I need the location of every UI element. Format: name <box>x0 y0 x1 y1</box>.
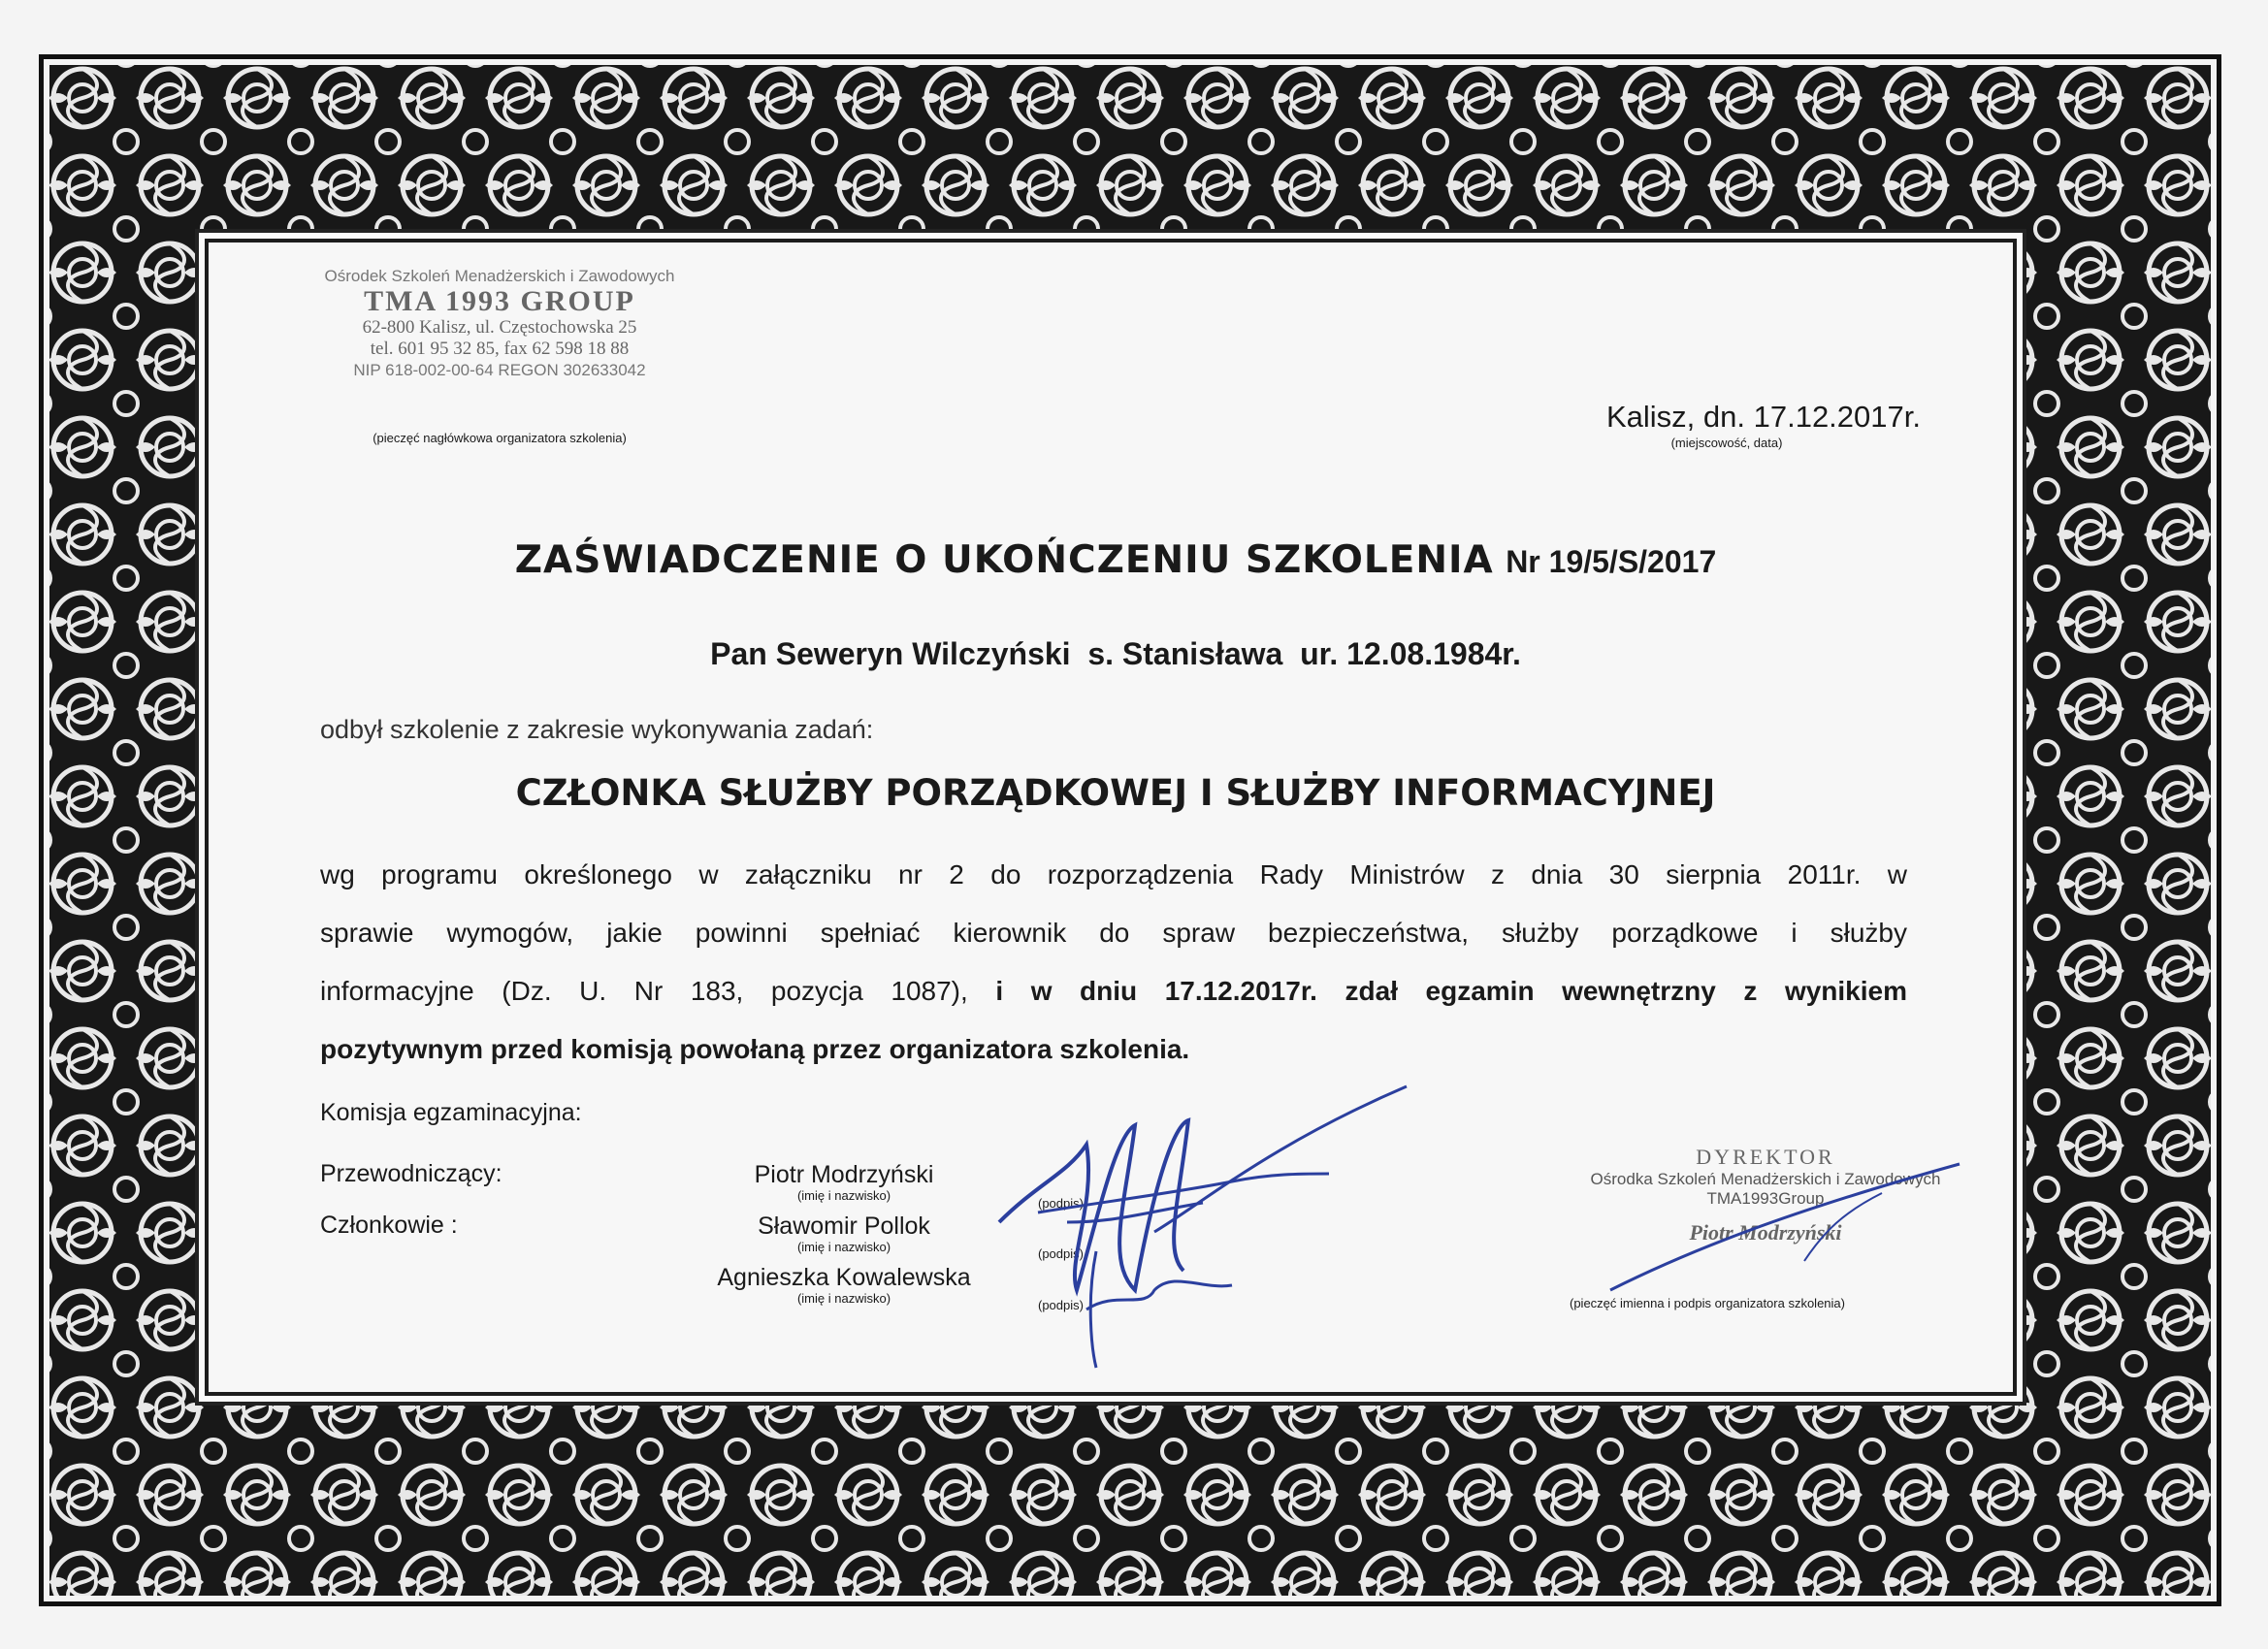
members-label: Członkowie : <box>320 1212 458 1239</box>
stamp-org-name: Ośrodek Szkoleń Menadżerskich i Zawodowych <box>324 267 675 285</box>
member-2-name: Sławomir Pollok <box>758 1212 930 1240</box>
member-2 <box>679 1212 1009 1254</box>
title-number: Nr 19/5/S/2017 <box>1506 544 1717 579</box>
member-3 <box>679 1264 1009 1306</box>
commission-heading: Komisja egzaminacyjna: <box>320 1099 582 1126</box>
header-stamp-caption: (pieczęć nagłówkowa organizatora szkolenia) <box>373 431 627 445</box>
course-title: CZŁONKA SŁUŻBY PORZĄDKOWEJ I SŁUŻBY INFORMACYJNEJ <box>515 772 1716 814</box>
chair-label: Przewodniczący: <box>320 1160 502 1187</box>
sign-caption-1: (podpis) <box>1038 1196 1084 1211</box>
director-group: TMA1993Group <box>1706 1189 1825 1208</box>
place-date-caption: (miejscowość, data) <box>1670 436 1783 450</box>
member-1-caption: (imię i nazwisko) <box>796 1188 891 1203</box>
body-line-3-regular: informacyjne (Dz. U. Nr 183, pozycja 1087), <box>320 976 996 1006</box>
title-main: ZAŚWIADCZENIE O UKOŃCZENIU SZKOLENIA <box>514 538 1494 582</box>
member-3-caption: (imię i nazwisko) <box>796 1291 891 1306</box>
body-paragraph <box>320 846 1907 1079</box>
certificate-title <box>243 538 1989 582</box>
place-date: Kalisz, dn. 17.12.2017r. <box>1605 400 1921 434</box>
commission-signatures <box>980 1067 1416 1377</box>
sign-caption-2: (podpis) <box>1038 1246 1084 1261</box>
director-org: Ośrodka Szkoleń Menadżerskich i Zawodowych <box>1590 1170 1941 1188</box>
sign-caption-3: (podpis) <box>1038 1298 1084 1312</box>
director-title: DYREKTOR <box>1696 1145 1835 1169</box>
header-stamp <box>320 267 679 381</box>
person-line: Pan Seweryn Wilczyński s. Stanisława ur. 12.08.1984r. <box>710 636 1521 671</box>
intro-line: odbył szkolenie z zakresie wykonywania zadań: <box>320 715 874 744</box>
stamp-nip-regon: NIP 618-002-00-64 REGON 302633042 <box>353 361 646 379</box>
director-name: Piotr Modrzyński <box>1689 1220 1842 1245</box>
body-line-2: sprawie wymogów, jakie powinni spełniać kierownik do spraw bezpieczeństwa, służby porządkowe i służby <box>320 918 1907 948</box>
director-stamp-caption: (pieczęć imienna i podpis organizatora szkolenia) <box>1570 1296 1845 1310</box>
body-line-3-bold: i w dniu 17.12.2017r. zdał egzamin wewnętrzny z wynikiem <box>995 976 1907 1006</box>
body-line-4: pozytywnym przed komisją powołaną przez organizatora szkolenia. <box>320 1034 1190 1064</box>
member-3-name: Agnieszka Kowalewska <box>717 1264 971 1291</box>
member-2-caption: (imię i nazwisko) <box>796 1240 891 1254</box>
member-1 <box>679 1161 1009 1203</box>
body-line-1: wg programu określonego w załączniku nr 2 do rozporządzenia Rady Ministrów z dnia 30 sierpnia 2011r. w <box>320 859 1907 889</box>
director-signature <box>1591 1154 1979 1300</box>
stamp-group-name: TMA 1993 GROUP <box>364 285 635 317</box>
body-line-3 <box>320 962 1907 1020</box>
member-1-name: Piotr Modrzyński <box>754 1161 934 1188</box>
stamp-address: 62-800 Kalisz, ul. Częstochowska 25 <box>362 317 637 338</box>
stamp-phone: tel. 601 95 32 85, fax 62 598 18 88 <box>370 339 630 359</box>
